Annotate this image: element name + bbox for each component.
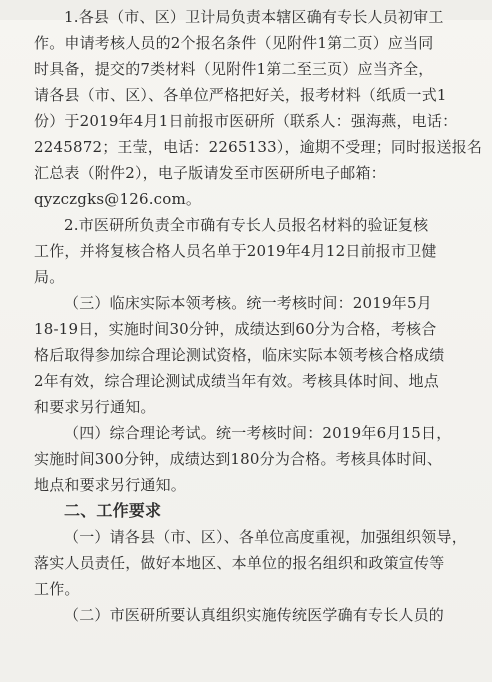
document-line: 2.市医研所负责全市确有专长人员报名材料的验证复核 bbox=[64, 216, 429, 234]
document-line: 地点和要求另行通知。 bbox=[34, 476, 187, 494]
document-line: 作。申请考核人员的2个报名条件（见附件1第二页）应当同 bbox=[34, 34, 434, 52]
document-line: 请各县（市、区）、各单位严格把好关，报考材料（纸质一式1 bbox=[34, 86, 447, 104]
document-line: 份）于2019年4月1日前报市医研所（联系人：强海燕，电话： bbox=[34, 112, 458, 130]
document-line: （三）临床实际本领考核。统一考核时间：2019年5月 bbox=[64, 294, 432, 312]
document-line: 1.各县（市、区）卫计局负责本辖区确有专长人员初审工 bbox=[64, 8, 444, 26]
document-line: （四）综合理论考试。统一考核时间：2019年6月15日， bbox=[64, 424, 452, 442]
document-line: （二）市医研所要认真组织实施传统医学确有专长人员的 bbox=[64, 606, 445, 624]
section-heading: 二、工作要求 bbox=[64, 501, 162, 520]
document-line: 实施时间300分钟，成绩达到180分为合格。考核具体时间、 bbox=[34, 450, 443, 468]
document-line: 和要求另行通知。 bbox=[34, 398, 156, 416]
document-line: qyzczgks@126.com。 bbox=[34, 190, 202, 208]
document-line: 2245872；王莹，电话：2265133），逾期不受理；同时报送报名 bbox=[34, 138, 483, 156]
document-line: 工作。 bbox=[34, 580, 80, 598]
document-line: 2年有效，综合理论测试成绩当年有效。考核具体时间、地点 bbox=[34, 372, 439, 390]
document-line: 时具备，提交的7类材料（见附件1第二至三页）应当齐全， bbox=[34, 60, 434, 78]
document-line: 局。 bbox=[34, 268, 65, 286]
document-line: 落实人员责任，做好本地区、本单位的报名组织和政策宣传等 bbox=[34, 554, 445, 572]
text-lines bbox=[34, 4, 483, 628]
document-line: 工作，并将复核合格人员名单于2019年4月12日前报市卫健 bbox=[34, 242, 437, 260]
document-line: 格后取得参加综合理论测试资格，临床实际本领考核合格成绩 bbox=[34, 346, 445, 364]
document-line: 汇总表（附件2），电子版请发至市医研所电子邮箱： bbox=[34, 164, 386, 182]
document-text bbox=[34, 4, 483, 628]
document-line: 18-19日，实施时间30分钟，成绩达到60分为合格，考核合 bbox=[34, 320, 437, 338]
document-line: （一）请各县（市、区）、各单位高度重视，加强组织领导， bbox=[64, 528, 467, 546]
